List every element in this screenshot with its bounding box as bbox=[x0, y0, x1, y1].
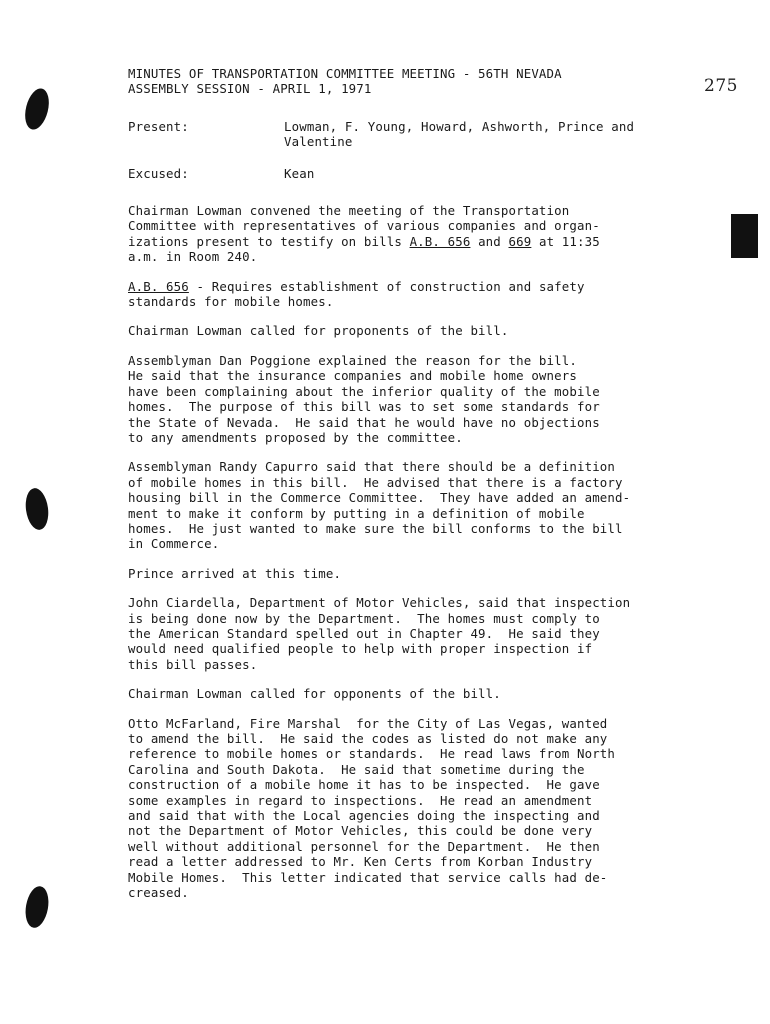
bill-reference: A.B. 656 bbox=[128, 278, 189, 294]
punch-hole-top bbox=[21, 86, 53, 132]
document-title bbox=[128, 66, 728, 97]
paragraph-line: homes. The purpose of this bill was to set some standards for bbox=[128, 399, 600, 415]
paragraph-line bbox=[128, 279, 728, 294]
document-body bbox=[128, 66, 728, 914]
paragraph-line: would need qualified people to help with proper inspection if bbox=[128, 641, 593, 657]
paragraph-line: not the Department of Motor Vehicles, this could be done very bbox=[128, 823, 593, 839]
bill-reference: A.B. 656 bbox=[409, 233, 471, 249]
paragraph-line: Prince arrived at this time. bbox=[128, 565, 342, 581]
minutes-paragraph bbox=[128, 686, 728, 701]
paragraph-line: is being done now by the Department. The homes must comply to bbox=[128, 610, 600, 626]
paragraph-line: in Commerce. bbox=[128, 536, 220, 552]
paragraph-line: have been complaining about the inferior quality of the mobile bbox=[128, 383, 600, 399]
paragraph-line: this bill passes. bbox=[128, 656, 258, 672]
page-edge-marker bbox=[731, 214, 758, 258]
punch-hole-middle bbox=[23, 487, 51, 532]
paragraph-line: reference to mobile homes or standards. He read laws from North bbox=[128, 746, 616, 762]
minutes-paragraph bbox=[128, 595, 728, 672]
paragraph-line: Carolina and South Dakota. He said that sometime during the bbox=[128, 761, 585, 777]
paragraph-line: to any amendments proposed by the committee. bbox=[128, 429, 463, 445]
paragraph-text: at 11:35 bbox=[531, 233, 600, 249]
paragraph-line: Assemblyman Randy Capurro said that there should be a definition bbox=[128, 459, 616, 475]
minutes-paragraph bbox=[128, 353, 728, 445]
paragraph-line: Chairman Lowman called for opponents of the bill. bbox=[128, 686, 501, 702]
paragraph-line: He said that the insurance companies and mobile home owners bbox=[128, 368, 577, 384]
paragraph-line: the American Standard spelled out in Chapter 49. He said they bbox=[128, 625, 600, 641]
paragraph-line: well without additional personnel for the Department. He then bbox=[128, 838, 600, 854]
paragraph-line: Otto McFarland, Fire Marshal for the City of Las Vegas, wanted bbox=[128, 715, 608, 731]
present-row bbox=[128, 119, 728, 150]
bill-heading bbox=[128, 279, 728, 310]
paragraph-line: Assemblyman Dan Poggione explained the reason for the bill. bbox=[128, 352, 577, 368]
paragraph-text: izations present to testify on bills bbox=[128, 233, 410, 249]
opening-paragraph bbox=[128, 203, 728, 265]
paragraph-line: read a letter addressed to Mr. Ken Certs from Korban Industry bbox=[128, 854, 593, 870]
paragraph-line: and said that with the Local agencies doing the inspecting and bbox=[128, 808, 600, 824]
present-members: Lowman, F. Young, Howard, Ashworth, Prince and Valentine bbox=[284, 118, 635, 150]
paragraph-line: housing bill in the Commerce Committee. They have added an amend- bbox=[128, 490, 631, 506]
paragraph-line: John Ciardella, Department of Motor Vehicles, said that inspection bbox=[128, 595, 631, 611]
paragraph-line: construction of a mobile home it has to be inspected. He gave bbox=[128, 777, 600, 793]
paragraph-line: of mobile homes in this bill. He advised that there is a factory bbox=[128, 474, 623, 490]
paragraph-line: the State of Nevada. He said that he would have no objections bbox=[128, 414, 600, 430]
punch-hole-bottom bbox=[23, 884, 52, 929]
excused-row bbox=[128, 166, 728, 181]
excused-members: Kean bbox=[284, 165, 315, 181]
paragraph-line: Committee with representatives of various companies and organ- bbox=[128, 218, 600, 234]
paragraph-line: Chairman Lowman called for proponents of the bill. bbox=[128, 323, 509, 339]
paragraph-line: homes. He just wanted to make sure the bill conforms to the bill bbox=[128, 520, 623, 536]
excused-label: Excused: bbox=[128, 165, 189, 181]
bill-reference: 669 bbox=[508, 233, 532, 249]
paragraph-line: ment to make it conform by putting in a definition of mobile bbox=[128, 505, 585, 521]
page-number: 275 bbox=[704, 76, 738, 96]
paragraph-line: some examples in regard to inspections. He read an amendment bbox=[128, 792, 593, 808]
minutes-paragraph bbox=[128, 716, 728, 901]
paragraph-line: Mobile Homes. This letter indicated that service calls had de- bbox=[128, 869, 608, 885]
title-line: MINUTES OF TRANSPORTATION COMMITTEE MEETING - 56TH NEVADA bbox=[128, 66, 562, 81]
title-line: ASSEMBLY SESSION - APRIL 1, 1971 bbox=[128, 81, 372, 97]
paragraph-line bbox=[128, 234, 728, 249]
paragraph-text: - Requires establishment of construction and safety bbox=[188, 278, 585, 294]
minutes-paragraphs bbox=[128, 323, 728, 900]
paragraph-line: to amend the bill. He said the codes as listed do not make any bbox=[128, 731, 608, 746]
present-label: Present: bbox=[128, 118, 189, 134]
paragraph-line: a.m. in Room 240. bbox=[128, 249, 258, 265]
paragraph-text: and bbox=[470, 233, 509, 249]
paragraph-line: standards for mobile homes. bbox=[128, 294, 334, 310]
minutes-paragraph bbox=[128, 566, 728, 581]
minutes-paragraph bbox=[128, 459, 728, 551]
minutes-paragraph bbox=[128, 323, 728, 338]
paragraph-line: creased. bbox=[128, 885, 189, 901]
paragraph-line: Chairman Lowman convened the meeting of the Transportation bbox=[128, 203, 570, 219]
